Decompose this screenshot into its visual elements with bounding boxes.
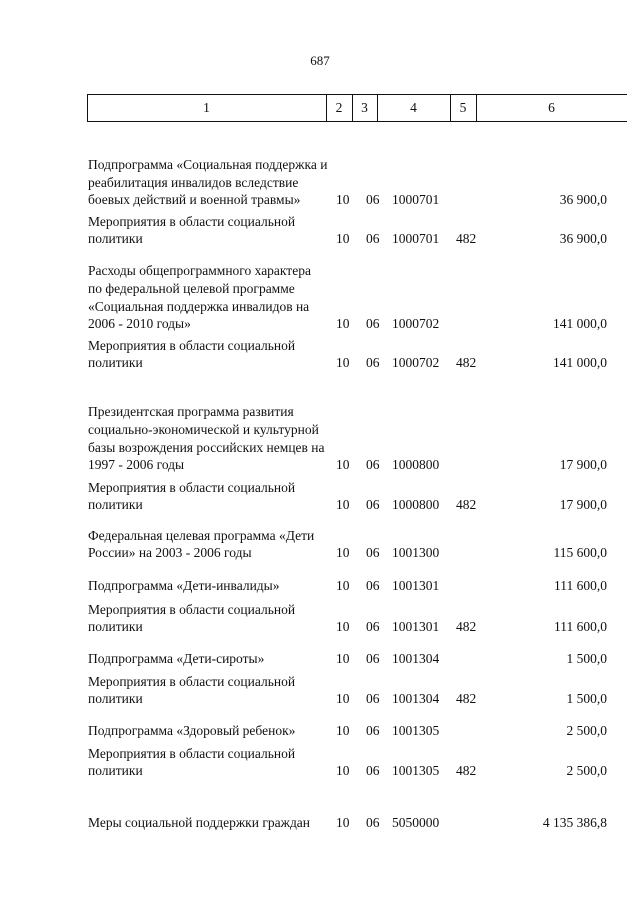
row-target-article: 1000702 [392,316,440,332]
table-row [0,742,640,780]
row-target-article: 1001304 [392,691,440,707]
row-subsection: 06 [366,619,380,635]
row-name: Мероприятия в области социальной политики [88,337,296,371]
row-amount: 1 500,0 [566,691,607,707]
header-col-6: 6 [548,100,555,115]
row-section: 10 [336,457,350,473]
row-expense-type: 482 [456,763,477,779]
row-subsection: 06 [366,192,380,208]
row-amount: 111 600,0 [554,578,607,594]
table-row [0,794,640,832]
row-subsection: 06 [366,545,380,561]
header-col-4: 4 [410,100,417,115]
row-name: Мероприятия в области социальной политики [88,213,296,247]
table-row [0,130,640,209]
row-section: 10 [336,192,350,208]
row-amount: 2 500,0 [566,763,607,779]
row-amount: 17 900,0 [559,497,607,513]
row-amount: 1 500,0 [566,651,607,667]
row-section: 10 [336,651,350,667]
row-amount: 115 600,0 [553,545,607,561]
row-subsection: 06 [366,691,380,707]
row-name: Расходы общепрограммного характера по федеральной целевой программе «Социальная поддержка инвалидов на 2006 - 2010 годы» [88,263,311,332]
page-number: 687 [310,53,330,68]
header-col-3: 3 [361,100,368,115]
row-target-article: 1001305 [392,723,440,739]
row-section: 10 [336,497,350,513]
table-row [0,476,640,514]
row-name: Мероприятия в области социальной политики [88,673,296,707]
row-target-article: 1000701 [392,192,440,208]
row-section: 10 [336,578,350,594]
row-subsection: 06 [366,815,380,831]
table-row [0,210,640,248]
row-expense-type: 482 [456,497,477,513]
table-row [0,598,640,636]
table-row [0,334,640,372]
row-expense-type: 482 [456,231,477,247]
table-row [0,524,640,562]
row-name: Мероприятия в области социальной политики [88,601,296,635]
row-subsection: 06 [366,578,380,594]
row-name: Президентская программа развития социально-экономической и культурной базы возрождения российских немцев на 1997 - 2006 годы [88,404,325,473]
row-section: 10 [336,815,350,831]
row-expense-type: 482 [456,619,477,635]
row-section: 10 [336,231,350,247]
row-section: 10 [336,355,350,371]
row-name: Мероприятия в области социальной политики [88,479,296,513]
row-expense-type: 482 [456,355,477,371]
row-target-article: 1000701 [392,231,440,247]
row-target-article: 1000702 [392,355,440,371]
row-section: 10 [336,763,350,779]
row-target-article: 1000800 [392,457,440,473]
row-section: 10 [336,316,350,332]
row-amount: 17 900,0 [559,457,607,473]
row-subsection: 06 [366,316,380,332]
row-name: Подпрограмма «Дети-сироты» [88,651,265,667]
header-col-5: 5 [459,100,467,115]
row-subsection: 06 [366,763,380,779]
row-section: 10 [336,545,350,561]
row-subsection: 06 [366,457,380,473]
row-target-article: 5050000 [392,815,440,831]
row-section: 10 [336,723,350,739]
row-expense-type: 482 [456,691,477,707]
row-target-article: 1001300 [392,545,440,561]
row-subsection: 06 [366,497,380,513]
row-subsection: 06 [366,355,380,371]
row-amount: 111 600,0 [554,619,607,635]
row-amount: 4 135 386,8 [542,815,607,831]
row-target-article: 1001304 [392,651,440,667]
row-target-article: 1001301 [392,619,440,635]
row-subsection: 06 [366,723,380,739]
row-section: 10 [336,691,350,707]
table-row [0,670,640,708]
row-name: Подпрограмма «Здоровый ребенок» [88,723,296,739]
table-row [0,648,640,668]
row-section: 10 [336,619,350,635]
row-amount: 36 900,0 [559,231,607,247]
row-amount: 36 900,0 [559,192,607,208]
row-name: Подпрограмма «Социальная поддержка и реабилитация инвалидов вследствие боевых действий и военной травмы» [88,156,328,208]
header-col-1: 1 [203,100,210,115]
row-target-article: 1000800 [392,497,440,513]
row-amount: 2 500,0 [566,723,607,739]
row-name: Мероприятия в области социальной политики [88,745,296,779]
header-col-2: 2 [335,100,343,115]
row-subsection: 06 [366,651,380,667]
row-amount: 141 000,0 [553,316,607,332]
row-name: Федеральная целевая программа «Дети России» на 2003 - 2006 годы [88,527,315,561]
row-subsection: 06 [366,231,380,247]
table-row [0,575,640,595]
table-row [0,258,640,333]
table-row [0,720,640,740]
table-row [0,382,640,474]
row-target-article: 1001301 [392,578,440,594]
row-name: Подпрограмма «Дети-инвалиды» [88,578,280,594]
row-amount: 141 000,0 [553,355,607,371]
row-target-article: 1001305 [392,763,440,779]
row-name: Меры социальной поддержки граждан [88,815,311,831]
